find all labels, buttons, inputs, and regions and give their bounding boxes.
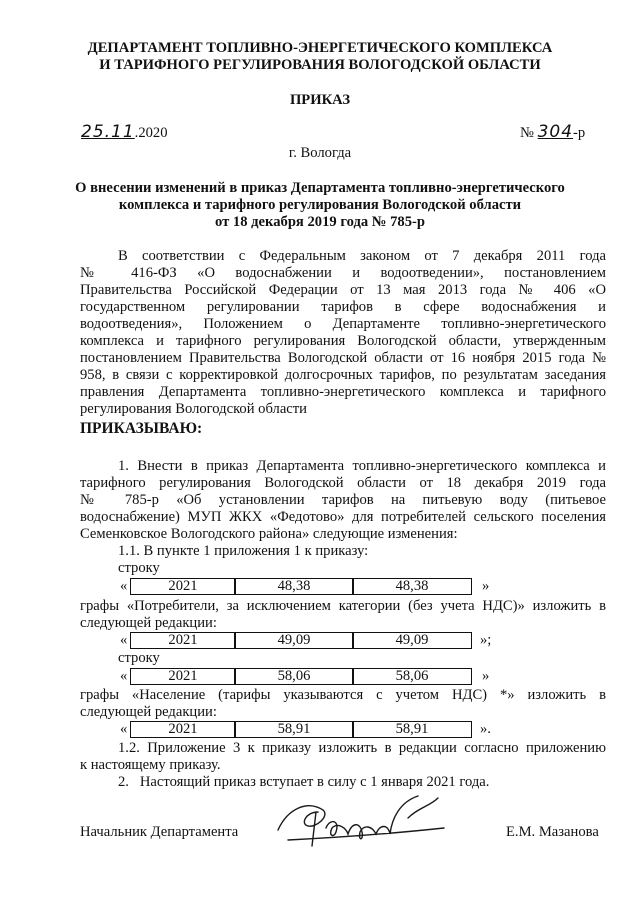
doc-type: ПРИКАЗ bbox=[289, 92, 351, 108]
quote-close: »; bbox=[480, 632, 492, 648]
city: г. Вологда bbox=[288, 145, 352, 161]
preamble-line: № 416-ФЗ «О водоснабжении и водоотведении», постановлением bbox=[80, 265, 606, 281]
quote-close: » bbox=[482, 668, 490, 684]
quote-close: ». bbox=[480, 721, 491, 737]
cell-year: 2021 bbox=[130, 578, 236, 595]
item1-line: Семенковское Вологодского района» следующие изменения: bbox=[80, 526, 458, 542]
cell-year: 2021 bbox=[130, 721, 236, 738]
subject-line3: от 18 декабря 2019 года № 785-р bbox=[215, 214, 425, 230]
cell-value-2: 58,91 bbox=[352, 721, 472, 738]
item2: 2. Настоящий приказ вступает в силу с 1 января 2021 года. bbox=[118, 774, 490, 790]
preamble-line: комплекса и тарифного регулирования Вологодской области, утвержденным bbox=[80, 333, 606, 349]
cell-year: 2021 bbox=[130, 668, 236, 685]
subject-line2: комплекса и тарифного регулирования Вологодской области bbox=[118, 197, 522, 213]
cell-value-2: 49,09 bbox=[352, 632, 472, 649]
preamble-line: правления Департамента топливно-энергетического комплекса и тарифного bbox=[80, 384, 606, 400]
order-word: ПРИКАЗЫВАЮ: bbox=[80, 420, 203, 437]
subitem-1-2-line1: 1.2. Приложение 3 к приказу изложить в редакции согласно приложению bbox=[118, 740, 606, 756]
subject-line1: О внесении изменений в приказ Департамента топливно-энергетического bbox=[75, 180, 565, 196]
signature-name: Е.М. Мазанова bbox=[506, 824, 599, 840]
cell-value-1: 49,09 bbox=[234, 632, 354, 649]
subitem-1-1: 1.1. В пункте 1 приложения 1 к приказу: bbox=[118, 543, 369, 559]
quote-close: » bbox=[482, 578, 490, 594]
cell-year: 2021 bbox=[130, 632, 236, 649]
tariff-row bbox=[100, 668, 500, 685]
item1-line: тарифного регулирования Вологодской области от 18 декабря 2019 года bbox=[80, 475, 606, 491]
item1-text-c1: графы «Население (тарифы указываются с учетом НДС) *» изложить в bbox=[80, 687, 606, 703]
date-year: .2020 bbox=[134, 125, 168, 141]
number-sign: № bbox=[520, 125, 534, 141]
handwritten-signature bbox=[268, 788, 448, 858]
preamble-line: водоотведения», Положением о Департаменте топливно-энергетического bbox=[80, 316, 606, 332]
preamble-line: В соответствии с Федеральным законом от 7 декабря 2011 года bbox=[118, 248, 606, 264]
item1-text-a2: следующей редакции: bbox=[80, 615, 217, 631]
item1-line: № 785-р «Об установлении тарифов на питьевую воду (питьевое bbox=[80, 492, 606, 508]
preamble-line: Правительства Российской Федерации от 13 мая 2013 года № 406 «О bbox=[80, 282, 606, 298]
subitem-1-2-line2: к настоящему приказу. bbox=[80, 757, 221, 773]
quote-open: « bbox=[120, 578, 128, 594]
org-title-line2: И ТАРИФНОГО РЕГУЛИРОВАНИЯ ВОЛОГОДСКОЙ ОБЛАСТИ bbox=[99, 57, 541, 73]
cell-value-2: 58,06 bbox=[352, 668, 472, 685]
signature-position: Начальник Департамента bbox=[80, 824, 239, 840]
doc-number bbox=[520, 124, 585, 142]
quote-open: « bbox=[120, 721, 128, 737]
preamble-line: государственном регулировании тарифов в сфере водоснабжения и bbox=[80, 299, 606, 315]
number-handwritten: 304 bbox=[537, 122, 574, 142]
item1-text-c2: следующей редакции: bbox=[80, 704, 217, 720]
number-suffix: -р bbox=[573, 125, 586, 141]
cell-value-1: 58,06 bbox=[234, 668, 354, 685]
cell-value-1: 58,91 bbox=[234, 721, 354, 738]
tariff-row bbox=[100, 578, 500, 595]
quote-open: « bbox=[120, 632, 128, 648]
preamble-line: регулирования Вологодской области bbox=[80, 401, 307, 417]
tariff-row bbox=[100, 721, 500, 738]
item1-line: 1. Внести в приказ Департамента топливно-энергетического комплекса и bbox=[118, 458, 606, 474]
preamble-line: 958, в связи с корректировкой долгосрочных тарифов, по результатам заседания bbox=[80, 367, 606, 383]
word-stroku-2: строку bbox=[118, 650, 160, 666]
cell-value-2: 48,38 bbox=[352, 578, 472, 595]
org-title-line1: ДЕПАРТАМЕНТ ТОПЛИВНО-ЭНЕРГЕТИЧЕСКОГО КОМПЛЕКСА bbox=[87, 40, 553, 56]
cell-value-1: 48,38 bbox=[234, 578, 354, 595]
item1-text-a1: графы «Потребители, за исключением категории (без учета НДС)» изложить в bbox=[80, 598, 606, 614]
doc-date bbox=[81, 124, 168, 142]
preamble-line: постановлением Правительства Вологодской области от 16 ноября 2015 года № bbox=[80, 350, 606, 366]
item1-line: водоснабжение) МУП ЖКХ «Федотово» для потребителей сельского поселения bbox=[80, 509, 606, 525]
tariff-row bbox=[100, 632, 500, 649]
quote-open: « bbox=[120, 668, 128, 684]
date-handwritten: 25.11 bbox=[81, 122, 135, 142]
word-stroku: строку bbox=[118, 560, 160, 576]
